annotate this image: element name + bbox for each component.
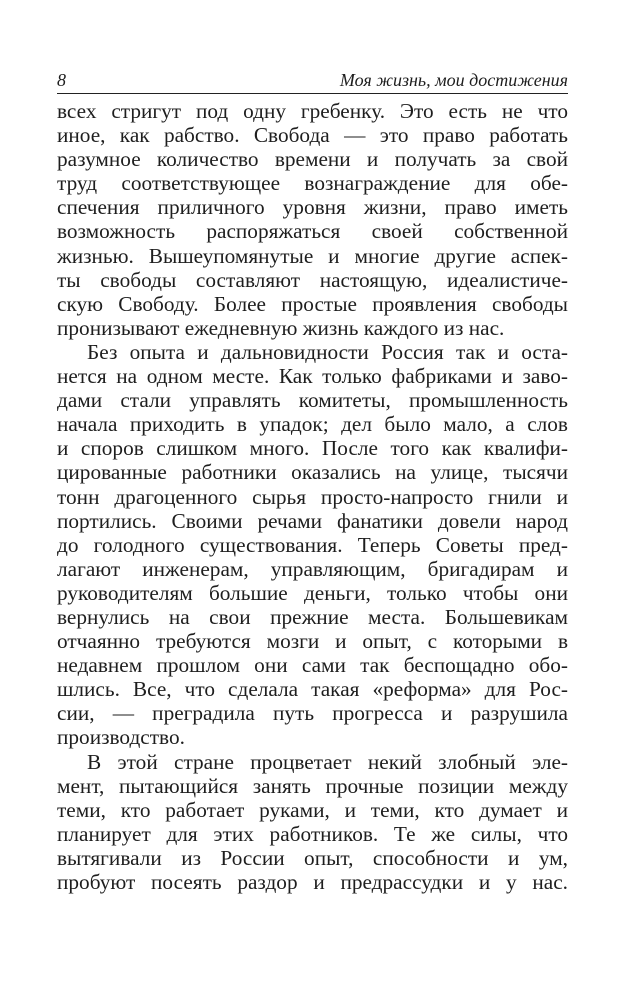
paragraph	[57, 99, 568, 340]
text-line: пробуют посеять раздор и предрассудки и у нас.	[57, 870, 568, 894]
text-line: портились. Своими речами фанатики довели народ	[57, 508, 568, 533]
text-line: лагают инженерам, управляющим, бригадирам и	[57, 556, 568, 581]
text-line: сии, — преградила путь прогресса и разрушила	[57, 701, 568, 726]
text-line: пронизывают ежедневную жизнь каждого из нас.	[57, 315, 505, 340]
text-line: иное, как рабство. Свобода — это право работать	[57, 123, 568, 148]
text-line: тонн драгоценного сырья просто-напросто гнили и	[57, 484, 568, 509]
text-line: и споров слишком много. После того как квалифи-	[57, 436, 568, 461]
text-line: труд соответствующее вознаграждение для обе-	[57, 171, 568, 196]
text-line: дами стали управлять комитеты, промышленность	[57, 388, 568, 413]
text-line: мент, пытающийся занять прочные позиции между	[57, 773, 568, 798]
running-header	[57, 69, 568, 94]
text-line: руководителям большие деньги, только чтобы они	[57, 580, 568, 605]
page-number: 8	[57, 70, 66, 90]
page-body-text	[57, 99, 568, 894]
text-line: шлись. Все, что сделала такая «реформа» для Рос-	[57, 677, 568, 702]
running-title: Моя жизнь, мои достижения	[339, 70, 568, 90]
text-line: разумное количество времени и получать за свой	[57, 147, 568, 172]
text-line: теми, кто работает руками, и теми, кто думает и	[57, 797, 568, 822]
text-line: производство.	[57, 725, 185, 750]
text-line: спечения приличного уровня жизни, право иметь	[57, 195, 568, 220]
text-line: Без опыта и дальновидности Россия так и оста-	[87, 339, 568, 364]
text-line: жизнью. Вышеупомянутые и многие другие аспек-	[57, 243, 568, 268]
text-line: недавнем прошлом они сами так беспощадно обо-	[57, 653, 568, 678]
text-line: вернулись на свои прежние места. Большевикам	[57, 604, 568, 629]
text-line: В этой стране процветает некий злобный эле-	[87, 749, 568, 774]
paragraph	[57, 340, 568, 750]
text-line: нется на одном месте. Как только фабриками и заво-	[57, 364, 568, 389]
text-line: начала приходить в упадок; дел было мало, а слов	[57, 412, 568, 437]
text-line: ты свободы составляют настоящую, идеалистиче-	[57, 267, 568, 292]
text-line: скую Свободу. Более простые проявления свободы	[57, 291, 568, 316]
text-line: всех стригут под одну гребенку. Это есть не что	[57, 99, 568, 123]
text-line: отчаянно требуются мозги и опыт, с которыми в	[57, 629, 568, 654]
paragraph	[57, 750, 568, 895]
text-line: планирует для этих работников. Те же силы, что	[57, 821, 568, 846]
text-line: возможность распоряжаться своей собственной	[57, 219, 568, 244]
text-line: вытягивали из России опыт, способности и ум,	[57, 845, 568, 870]
text-line: до голодного существования. Теперь Советы пред-	[57, 532, 568, 557]
text-line: цированные работники оказались на улице, тысячи	[57, 460, 568, 485]
